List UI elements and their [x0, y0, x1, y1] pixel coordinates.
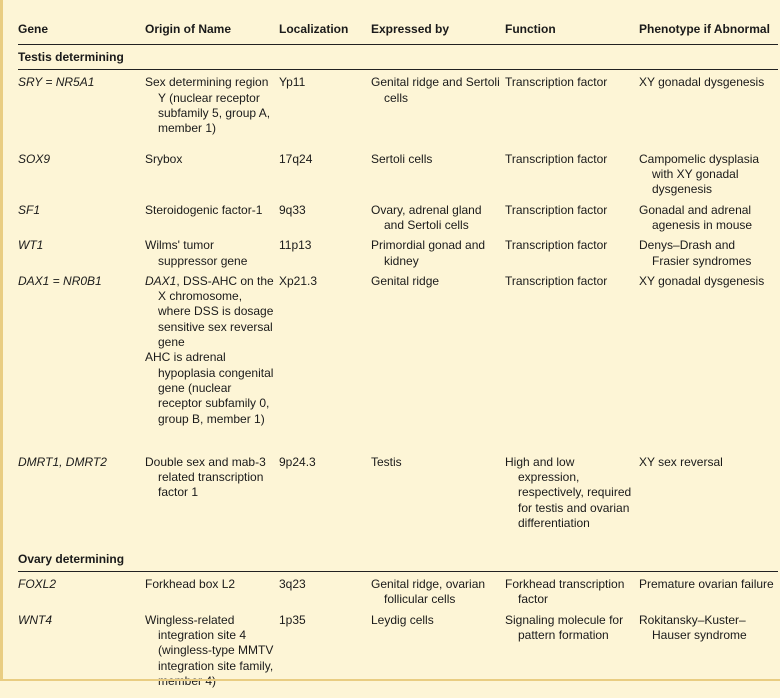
- expressed-text: Genital ridge: [371, 273, 440, 288]
- header-expressed: Expressed by: [371, 0, 505, 45]
- section-row: [18, 547, 778, 572]
- table-row: [18, 269, 778, 450]
- origin-gene-name: DAX1: [145, 273, 177, 288]
- function-text: Transcription factor: [505, 238, 608, 253]
- cell-function: [505, 147, 639, 198]
- cell-phenotype: [639, 269, 778, 450]
- cell-phenotype: [639, 450, 778, 547]
- phenotype-text: XY sex reversal: [639, 454, 723, 469]
- cell-expressed: [371, 269, 505, 450]
- section-title: Testis determining: [18, 45, 778, 70]
- gene-name: DAX1 = NR0B1: [18, 273, 102, 288]
- function-text: Transcription factor: [505, 202, 608, 217]
- header-gene: Gene: [18, 0, 145, 45]
- cell-expressed: [371, 147, 505, 198]
- cell-gene: [18, 269, 145, 450]
- cell-expressed: [371, 198, 505, 234]
- cell-origin: [145, 450, 279, 547]
- cell-phenotype: [639, 572, 778, 608]
- cell-expressed: [371, 572, 505, 608]
- expressed-text: Testis: [371, 454, 402, 469]
- cell-expressed: [371, 70, 505, 147]
- function-text: Signaling molecule for pattern formation: [505, 612, 624, 643]
- cell-gene: [18, 70, 145, 147]
- localization-text: Yp11: [279, 75, 306, 90]
- function-text: Transcription factor: [505, 273, 608, 288]
- origin-text: Srybox: [145, 151, 183, 166]
- gene-name: WNT4: [18, 612, 52, 627]
- function-text: Forkhead transcription factor: [505, 577, 625, 607]
- expressed-text: Leydig cells: [371, 612, 434, 627]
- phenotype-text: Gonadal and adrenal agenesis in mouse: [639, 202, 753, 232]
- header-origin: Origin of Name: [145, 0, 279, 45]
- cell-gene: [18, 198, 145, 234]
- cell-gene: [18, 608, 145, 698]
- cell-function: [505, 70, 639, 147]
- header-function: Function: [505, 0, 639, 45]
- table-row: [18, 450, 778, 547]
- origin-text: Forkhead box L2: [145, 577, 236, 592]
- localization-text: 3q23: [279, 577, 306, 592]
- gene-name: WT1: [18, 238, 44, 253]
- origin-text-2: AHC is adrenal hypoplasia congenital gene (nuclear receptor subfamily 0, group B, member 1): [145, 350, 274, 426]
- cell-gene: [18, 233, 145, 269]
- gene-table: [18, 0, 778, 698]
- header-row: [18, 0, 778, 45]
- phenotype-text: Campomelic dysplasia with XY gonadal dysgenesis: [639, 151, 760, 197]
- cell-expressed: [371, 450, 505, 547]
- cell-localization: [279, 198, 371, 234]
- cell-origin: [145, 70, 279, 147]
- localization-text: 9q33: [279, 202, 306, 217]
- localization-text: Xp21.3: [279, 273, 318, 288]
- phenotype-text: XY gonadal dysgenesis: [639, 75, 765, 90]
- function-text: Transcription factor: [505, 75, 608, 90]
- cell-origin: [145, 198, 279, 234]
- table-row: [18, 198, 778, 234]
- function-text: Transcription factor: [505, 151, 608, 166]
- origin-text: , DSS-AHC on the X chromosome, where DSS is dosage sensitive sex reversal gene: [158, 273, 274, 350]
- cell-function: [505, 572, 639, 608]
- expressed-text: Primordial gonad and kidney: [371, 238, 486, 268]
- cell-expressed: [371, 233, 505, 269]
- expressed-text: Sertoli cells: [371, 151, 433, 166]
- cell-function: [505, 269, 639, 450]
- table-row: [18, 70, 778, 147]
- phenotype-text: Denys–Drash and Frasier syndromes: [639, 238, 752, 268]
- expressed-text: Genital ridge and Sertoli cells: [371, 75, 500, 105]
- section-title: Ovary determining: [18, 547, 778, 572]
- origin-text: Wingless-related integration site 4 (wingless-type MMTV integration site family,: [145, 612, 274, 673]
- cell-localization: [279, 450, 371, 547]
- cell-gene: [18, 572, 145, 608]
- gene-name: DMRT1, DMRT2: [18, 454, 107, 469]
- phenotype-text: Rokitansky–Kuster–Hauser syndrome: [639, 612, 747, 643]
- cell-phenotype: [639, 147, 778, 198]
- cell-gene: [18, 147, 145, 198]
- gene-name: SOX9: [18, 151, 51, 166]
- origin-text: Steroidogenic factor-1: [145, 202, 263, 217]
- expressed-text: Ovary, adrenal gland and Sertoli cells: [371, 202, 482, 232]
- cell-localization: [279, 70, 371, 147]
- cell-phenotype: [639, 198, 778, 234]
- table-row: [18, 572, 778, 608]
- localization-text: 9p24.3: [279, 454, 316, 469]
- origin-text: Sex determining region Y (nuclear receptor subfamily 5, group A, member 1): [145, 75, 271, 136]
- function-text: High and low expression, respectively, required for testis and ovarian differentiation: [505, 454, 632, 531]
- table-row: [18, 608, 778, 698]
- cell-phenotype: [639, 233, 778, 269]
- gene-name: FOXL2: [18, 577, 57, 592]
- localization-text: 1p35: [279, 612, 306, 627]
- gene-name: SF1: [18, 202, 41, 217]
- origin-text: Double sex and mab-3 related transcription factor 1: [145, 454, 266, 500]
- section-row: [18, 45, 778, 70]
- cell-origin: [145, 608, 279, 698]
- cell-function: [505, 233, 639, 269]
- left-border: [0, 0, 3, 681]
- phenotype-text: XY gonadal dysgenesis: [639, 273, 765, 288]
- cell-localization: [279, 269, 371, 450]
- cell-gene: [18, 450, 145, 547]
- cell-localization: [279, 233, 371, 269]
- header-phenotype: Phenotype if Abnormal: [639, 0, 778, 45]
- cell-localization: [279, 572, 371, 608]
- cell-origin: [145, 572, 279, 608]
- localization-text: 11p13: [279, 238, 312, 253]
- cell-function: [505, 198, 639, 234]
- localization-text: 17q24: [279, 151, 313, 166]
- cell-function: [505, 450, 639, 547]
- cell-localization: [279, 147, 371, 198]
- cell-origin: [145, 233, 279, 269]
- table-row: [18, 233, 778, 269]
- cell-phenotype: [639, 70, 778, 147]
- cell-localization: [279, 608, 371, 698]
- cell-origin: [145, 147, 279, 198]
- gene-name: SRY = NR5A1: [18, 75, 95, 90]
- cell-function: [505, 608, 639, 698]
- expressed-text: Genital ridge, ovarian follicular cells: [371, 577, 486, 607]
- cell-expressed: [371, 608, 505, 698]
- cell-phenotype: [639, 608, 778, 698]
- phenotype-text: Premature ovarian failure: [639, 577, 774, 592]
- cell-origin: [145, 269, 279, 450]
- header-localization: Localization: [279, 0, 371, 45]
- origin-text: Wilms' tumor suppressor gene: [145, 238, 248, 268]
- table-row: [18, 147, 778, 198]
